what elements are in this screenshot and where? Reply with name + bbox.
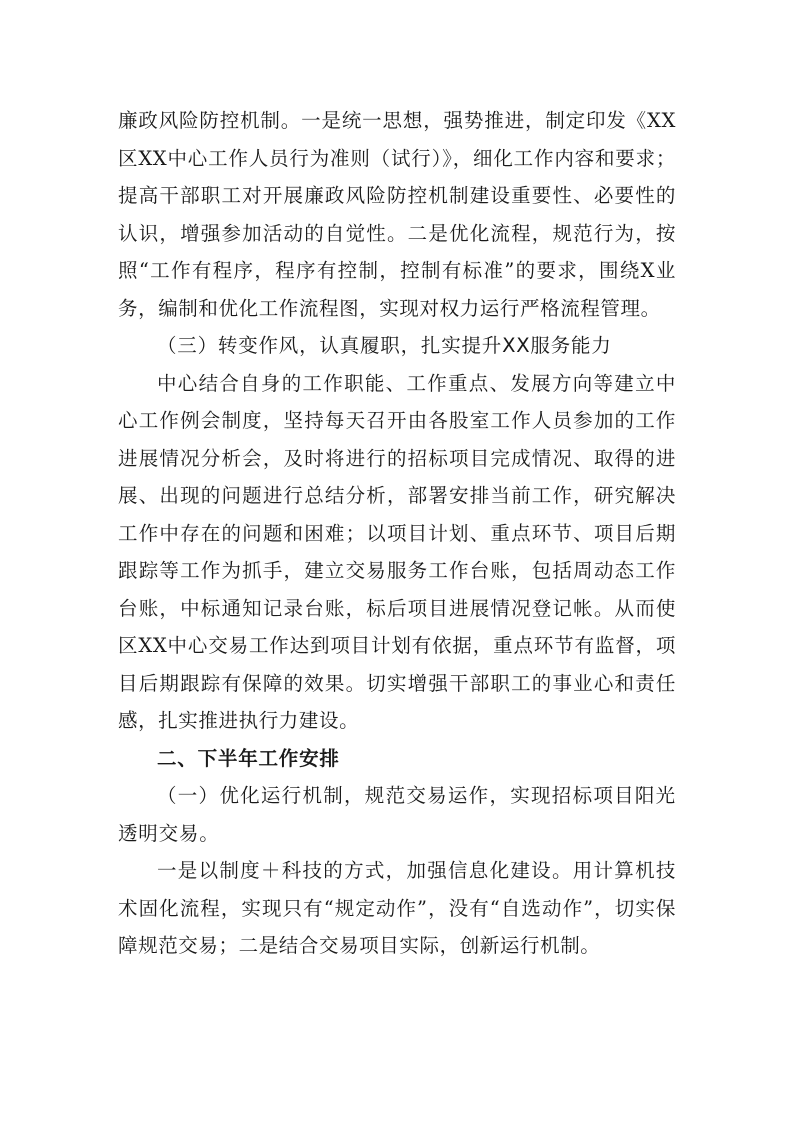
document-body [118,102,676,965]
paragraph-risk-control: 廉政风险防控机制。一是统一思想，强势推进，制定印发《XX区XX中心工作人员行为准则（试行）》，细化工作内容和要求；提高干部职工对开展廉政风险防控机制建设重要性、必要性的认识，增强参加活动的自觉性。二是优化流程，规范行为，按照“工作有程序，程序有控制，控制有标准”的要求，围绕X业务，编制和优化工作流程图，实现对权力运行严格流程管理。 [118,109,676,320]
section-heading-3: （三）转变作风，认真履职，扎实提升XX服务能力 [157,334,612,357]
section-heading-2-1: （一）优化运行机制，规范交易运作，实现招标项目阳光透明交易。 [118,784,676,845]
paragraph-mechanism: 一是以制度＋科技的方式，加强信息化建设。用计算机技术固化流程，实现只有“规定动作”，没有“自选动作”，切实保障规范交易；二是结合交易项目实际，创新运行机制。 [118,859,676,957]
paragraph-work-style: 中心结合自身的工作职能、工作重点、发展方向等建立中心工作例会制度，坚持每天召开由各股室工作人员参加的工作进展情况分析会，及时将进行的招标项目完成情况、取得的进展、出现的问题进行总结分析，部署安排当前工作，研究解决工作中存在的问题和困难；以项目计划、重点环节、项目后期跟踪等工作为抓手，建立交易服务工作台账，包括周动态工作台账，中标通知记录台账，标后项目进展情况登记帐。从而使区XX中心交易工作达到项目计划有依据，重点环节有监督，项目后期跟踪有保障的效果。切实增强干部职工的事业心和责任感，扎实推进执行力建设。 [118,371,676,732]
chapter-heading-2: 二、下半年工作安排 [157,746,340,770]
